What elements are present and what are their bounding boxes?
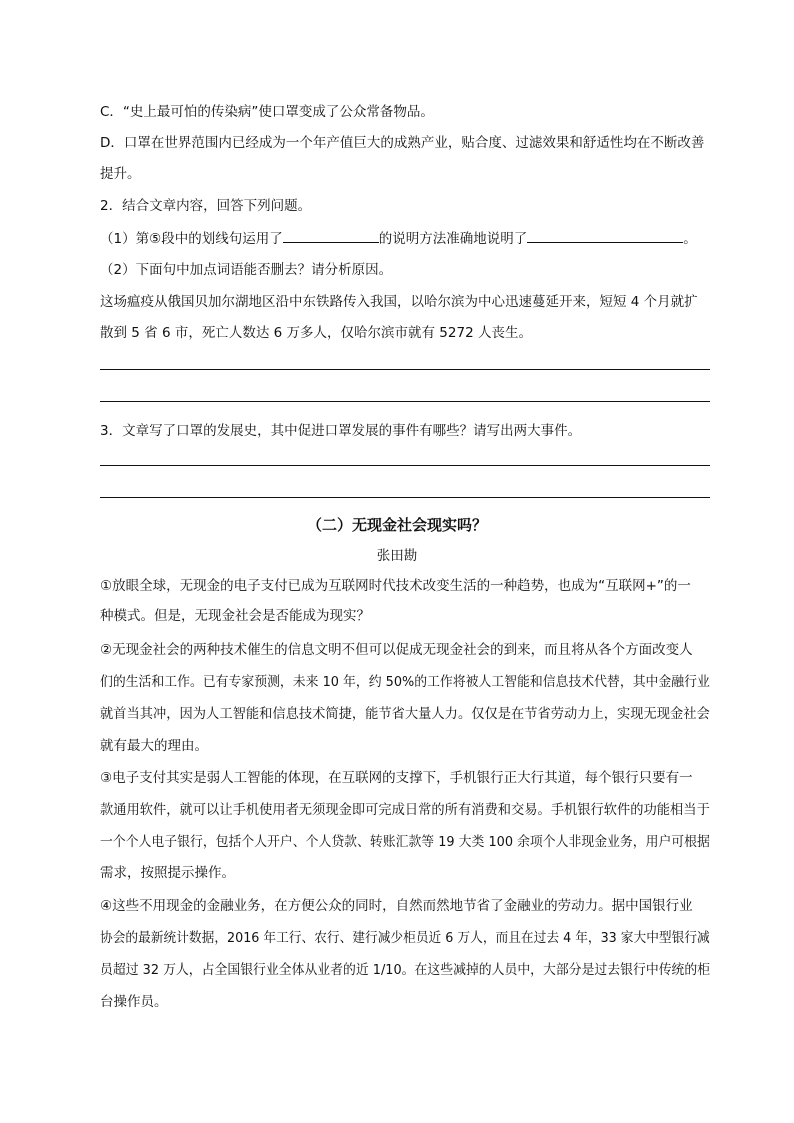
answer-line-q2-2[interactable] xyxy=(100,401,710,402)
answer-line-q3-1[interactable] xyxy=(100,465,710,466)
paragraph-1-line2: 种模式。但是，无现金社会是否能成为现实？ xyxy=(100,608,370,624)
question-2-1-end: 。 xyxy=(683,231,697,247)
question-2-2: （2）下面句中加点词语能否删去？请分析原因。 xyxy=(100,262,393,278)
answer-line-q2-1[interactable] xyxy=(100,369,710,370)
paragraph-2-line3: 就首当其冲，因为人工智能和信息技术简捷，能节省大量人力。仅仅是在节省劳动力上，实现无现金社会 xyxy=(100,706,710,722)
paragraph-3-line2: 款通用软件，就可以让手机使用者无须现金即可完成日常的所有消费和交易。手机银行软件的功能相当于 xyxy=(100,802,710,818)
question-2-1-text-b: 的说明方法准确地说明了 xyxy=(378,231,528,247)
answer-blank-explain[interactable] xyxy=(527,228,683,243)
paragraph-2-line4: 就有最大的理由。 xyxy=(100,738,208,754)
paragraph-2-line2: 们的生活和工作。已有专家预测，未来 10 年，约 50%的工作将被人工智能和信息技术代替，其中金融行业 xyxy=(100,674,710,690)
option-c: C．“史上最可怕的传染病”使口罩变成了公众常备物品。 xyxy=(100,104,434,120)
paragraph-3-line4: 需求，按照提示操作。 xyxy=(100,865,235,881)
quote-line2: 散到 5 省 6 市，死亡人数达 6 万多人，仅哈尔滨市就有 5272 人丧生。 xyxy=(100,325,532,341)
paragraph-4-line1: ④这些不用现金的金融业务，在方便公众的同时，自然而然地节省了金融业的劳动力。据中国银行业 xyxy=(100,898,693,914)
answer-line-q3-2[interactable] xyxy=(100,497,710,498)
paragraph-4-line4: 台操作员。 xyxy=(100,994,168,1010)
question-3-stem: 3．文章写了口罩的发展史，其中促进口罩发展的事件有哪些？请写出两大事件。 xyxy=(100,423,582,439)
paragraph-2-line1: ②无现金社会的两种技术催生的信息文明不但可以促成无现金社会的到来，而且将从各个方面改变人 xyxy=(100,642,693,658)
paragraph-1-line1: ①放眼全球，无现金的电子支付已成为互联网时代技术改变生活的一种趋势，也成为“互联网+”的一 xyxy=(100,578,691,594)
paragraph-4-line2: 协会的最新统计数据，2016 年工行、农行、建行减少柜员近 6 万人，而且在过去 4 年，33 家大中型银行减 xyxy=(100,930,710,946)
option-d-line2: 提升。 xyxy=(100,166,141,182)
question-2-stem: 2．结合文章内容，回答下列问题。 xyxy=(100,198,312,214)
question-2-1-text-a: （1）第⑤段中的划线句运用了 xyxy=(100,231,283,247)
paragraph-3-line3: 一个个人电子银行，包括个人开户、个人贷款、转账汇款等 19 大类 100 余项个人非现金业务，用户可根据 xyxy=(100,834,710,850)
answer-blank-method[interactable] xyxy=(283,228,379,243)
paragraph-3-line1: ③电子支付其实是弱人工智能的体现，在互联网的支撑下，手机银行正大行其道，每个银行只要有一 xyxy=(100,770,693,786)
question-2-1 xyxy=(100,228,697,249)
paragraph-4-line3: 员超过 32 万人，占全国银行业全体从业者的近 1/10。在这些减掉的人员中，大部分是过去银行中传统的柜 xyxy=(100,962,711,978)
option-d-line1: D．口罩在世界范围内已经成为一个年产值巨大的成熟产业，贴合度、过滤效果和舒适性均在不断改善 xyxy=(100,135,705,151)
article-author: 张田勘 xyxy=(376,548,418,564)
article-title: （二）无现金社会现实吗？ xyxy=(306,516,487,534)
quote-line1: 这场瘟疫从俄国贝加尔湖地区沿中东铁路传入我国，以哈尔滨为中心迅速蔓延开来，短短 4 个月就扩 xyxy=(100,294,698,310)
